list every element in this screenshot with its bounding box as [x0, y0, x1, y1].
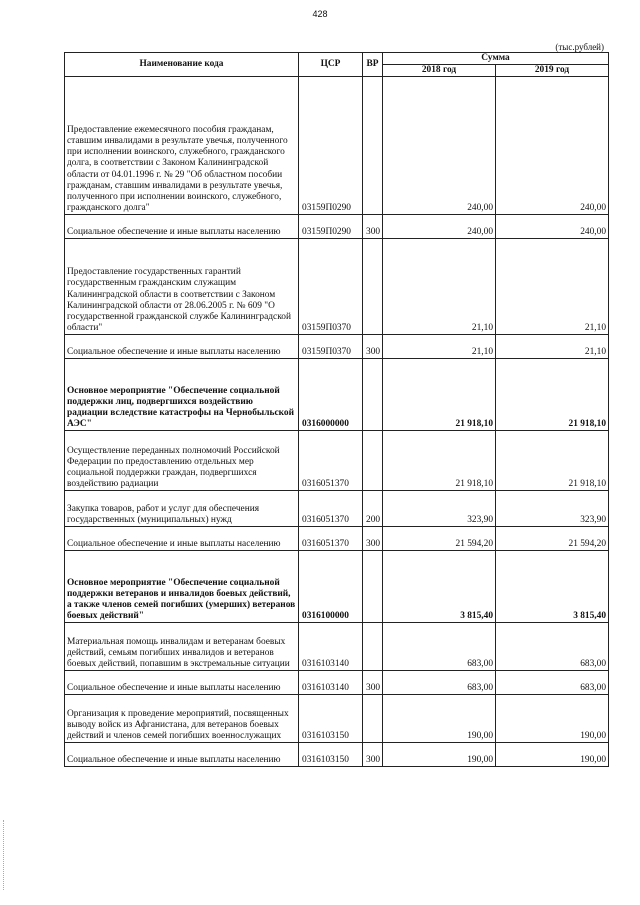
page-number: 428 [312, 9, 328, 19]
table-body [65, 77, 609, 767]
table-row [65, 551, 609, 623]
row-csr: 0316051370 [299, 527, 363, 551]
row-2019: 683,00 [496, 623, 609, 671]
row-csr: 0316103150 [299, 695, 363, 743]
row-name: Социальное обеспечение и иные выплаты населению [65, 671, 299, 695]
row-2019: 190,00 [496, 743, 609, 767]
row-2019: 21 918,10 [496, 431, 609, 491]
row-csr: 0316051370 [299, 491, 363, 527]
table-row [65, 215, 609, 239]
table-row [65, 359, 609, 431]
row-2019: 21 918,10 [496, 359, 609, 431]
row-vr: 200 [363, 491, 383, 527]
row-2018: 683,00 [383, 671, 496, 695]
row-vr [363, 359, 383, 431]
row-name: Социальное обеспечение и иные выплаты населению [65, 527, 299, 551]
row-name: Социальное обеспечение и иные выплаты населению [65, 215, 299, 239]
row-vr [363, 695, 383, 743]
row-2019: 190,00 [496, 695, 609, 743]
row-name: Закупка товаров, работ и услуг для обеспечения государственных (муниципальных) нужд [65, 491, 299, 527]
row-csr: 0316103140 [299, 671, 363, 695]
budget-table [64, 52, 609, 767]
row-2018: 190,00 [383, 743, 496, 767]
row-csr: 03159П0370 [299, 239, 363, 335]
row-name: Основное мероприятие "Обеспечение социальной поддержки лиц, подвергшихся воздействию радиации вследствие катастрофы на Чернобыльской АЭС" [65, 359, 299, 431]
table-row [65, 695, 609, 743]
row-2018: 190,00 [383, 695, 496, 743]
row-vr: 300 [363, 527, 383, 551]
header-2018: 2018 год [383, 65, 496, 77]
row-2019: 21,10 [496, 239, 609, 335]
row-vr: 300 [363, 215, 383, 239]
row-2018: 21 594,20 [383, 527, 496, 551]
row-csr: 0316103140 [299, 623, 363, 671]
row-name: Осуществление переданных полномочий Российской Федерации по предоставлению отдельных мер социальной поддержки граждан, подвергшихся воздействию радиации [65, 431, 299, 491]
row-csr: 03159П0290 [299, 77, 363, 215]
table-row [65, 671, 609, 695]
row-2019: 21,10 [496, 335, 609, 359]
table-row [65, 743, 609, 767]
row-vr: 300 [363, 743, 383, 767]
row-vr [363, 551, 383, 623]
row-csr: 03159П0290 [299, 215, 363, 239]
row-2019: 3 815,40 [496, 551, 609, 623]
row-2019: 683,00 [496, 671, 609, 695]
table-row [65, 77, 609, 215]
row-csr: 0316103150 [299, 743, 363, 767]
row-2018: 21 918,10 [383, 431, 496, 491]
row-name: Основное мероприятие "Обеспечение социальной поддержки ветеранов и инвалидов боевых действий, а также членов семей погибших (умерших) ветеранов боевых действий" [65, 551, 299, 623]
row-vr [363, 239, 383, 335]
row-2018: 323,90 [383, 491, 496, 527]
row-2018: 240,00 [383, 77, 496, 215]
header-2019: 2019 год [496, 65, 609, 77]
row-name: Предоставление государственных гарантий государственным гражданским служащим Калининградской области в соответствии с Законом Калининградской области от 28.06.2005 г. № 609 "О государственной гражданской службе Калининградской области" [65, 239, 299, 335]
row-2019: 21 594,20 [496, 527, 609, 551]
row-vr: 300 [363, 671, 383, 695]
row-csr: 03159П0370 [299, 335, 363, 359]
row-name: Социальное обеспечение и иные выплаты населению [65, 743, 299, 767]
row-name: Материальная помощь инвалидам и ветеранам боевых действий, семьям погибших инвалидов и ветеранов боевых действий, попавшим в экстремальные ситуации [65, 623, 299, 671]
row-vr [363, 431, 383, 491]
table-row [65, 431, 609, 491]
table-row [65, 623, 609, 671]
table-row [65, 491, 609, 527]
header-sum: Сумма [383, 53, 609, 65]
row-2019: 240,00 [496, 77, 609, 215]
row-vr: 300 [363, 335, 383, 359]
row-2018: 240,00 [383, 215, 496, 239]
row-2018: 683,00 [383, 623, 496, 671]
header-csr: ЦСР [299, 53, 363, 77]
header-vr: ВР [363, 53, 383, 77]
table-row [65, 239, 609, 335]
row-name: Организация к проведение мероприятий, посвященных выводу войск из Афганистана, для ветеранов боевых действий и членов семей погибших военнослужащих [65, 695, 299, 743]
row-name: Предоставление ежемесячного пособия гражданам, ставшим инвалидами в результате увечья, полученного при исполнении воинского, служебного, гражданского долга, в соответствии с Законом Калининградской области от 04.01.1996 г. № 29 "Об областном пособии гражданам, ставшим инвалидами в результате увечья, полученного при исполнении воинского, служебного, гражданского долга" [65, 77, 299, 215]
units-label: (тыс.рублей) [555, 42, 604, 52]
table-row [65, 335, 609, 359]
row-vr [363, 623, 383, 671]
row-vr [363, 77, 383, 215]
row-2018: 21,10 [383, 335, 496, 359]
table-row [65, 527, 609, 551]
row-csr: 0316100000 [299, 551, 363, 623]
row-2019: 240,00 [496, 215, 609, 239]
row-2018: 21,10 [383, 239, 496, 335]
row-2018: 21 918,10 [383, 359, 496, 431]
row-2018: 3 815,40 [383, 551, 496, 623]
row-csr: 0316051370 [299, 431, 363, 491]
row-2019: 323,90 [496, 491, 609, 527]
header-name: Наименование кода [65, 53, 299, 77]
row-csr: 0316000000 [299, 359, 363, 431]
margin-dots [3, 820, 6, 890]
row-name: Социальное обеспечение и иные выплаты населению [65, 335, 299, 359]
